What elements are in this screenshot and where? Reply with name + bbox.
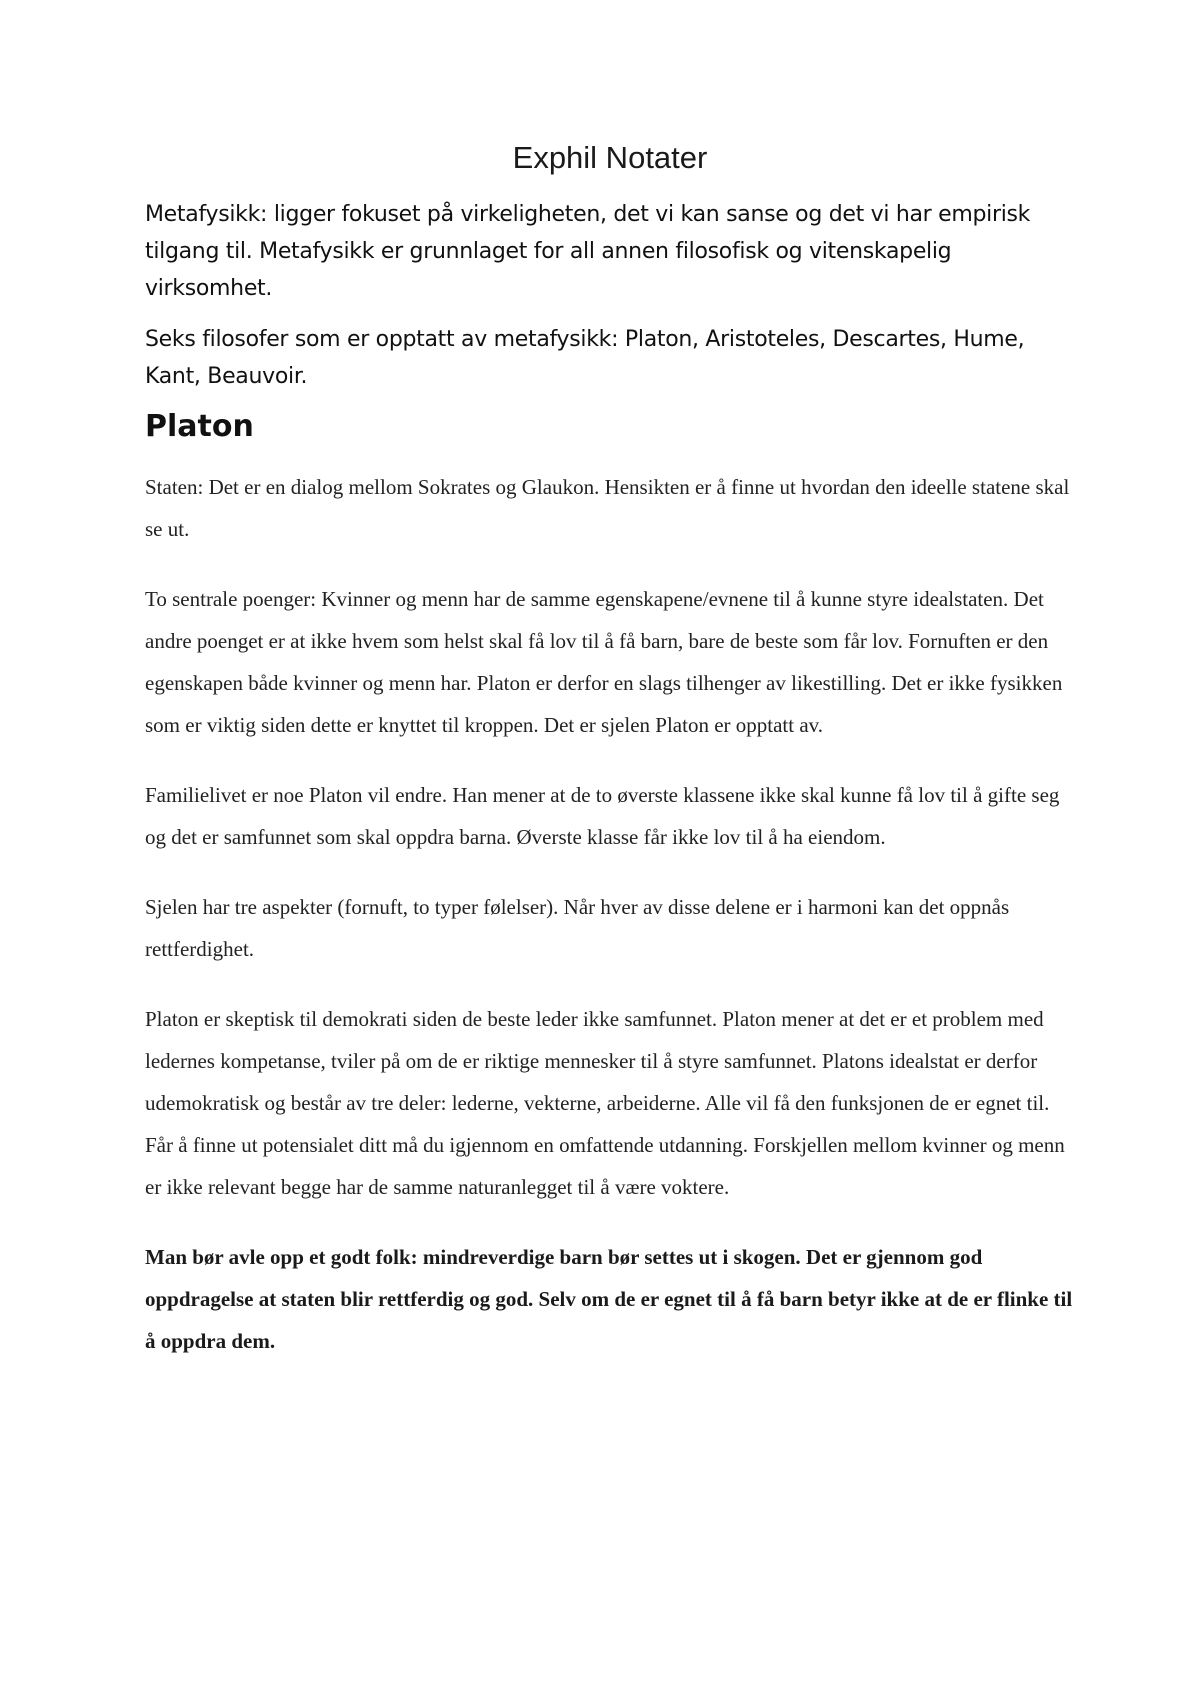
intro-paragraph-metafysikk: Metafysikk: ligger fokuset på virkeligheten, det vi kan sanse og det vi har empirisk tilgang til. Metafysikk er grunnlaget for all annen filosofisk og vitenskapelig virksomhet. xyxy=(145,202,1031,301)
paragraph-familielivet: Familielivet er noe Platon vil endre. Han mener at de to øverste klassene ikke skal kunne få lov til å gifte seg og det er samfunnet som skal oppdra barna. Øverste klasse får ikke lov til å ha eiendom. xyxy=(145,783,1060,849)
paragraph-sjelen: Sjelen har tre aspekter (fornuft, to typer følelser). Når hver av disse delene er i harmoni kan det oppnås rettferdighet. xyxy=(145,895,1010,961)
document-body xyxy=(145,140,1075,1390)
intro-paragraph-filosofer: Seks filosofer som er opptatt av metafysikk: Platon, Aristoteles, Descartes, Hume, Kant, Beauvoir. xyxy=(145,327,1025,389)
paragraph-staten: Staten: Det er en dialog mellom Sokrates og Glaukon. Hensikten er å finne ut hvordan den ideelle statene skal se ut. xyxy=(145,475,1070,541)
paragraph-avle-opp: Man bør avle opp et godt folk: mindreverdige barn bør settes ut i skogen. Det er gjennom god oppdragelse at staten blir rettferdig og god. Selv om de er egnet til å få barn betyr ikke at de er flinke til å oppdra dem. xyxy=(145,1245,1073,1353)
paragraph-demokrati: Platon er skeptisk til demokrati siden de beste leder ikke samfunnet. Platon mener at det er et problem med ledernes kompetanse, tviler på om de er riktige mennesker til å styre samfunnet. Platons idealstat er derfor udemokratisk og består av tre deler: lederne, vekterne, arbeiderne. Alle vil få den funksjonen de er egnet til. Får å finne ut potensialet ditt må du igjennom en omfattende utdanning. Forskjellen mellom kvinner og menn er ikke relevant begge har de samme naturanlegget til å være voktere. xyxy=(145,1007,1065,1199)
section-heading-platon: Platon xyxy=(145,409,254,444)
document-title: Exphil Notater xyxy=(512,140,708,175)
paragraph-sentrale-poenger: To sentrale poenger: Kvinner og menn har de samme egenskapene/evnene til å kunne styre idealstaten. Det andre poenget er at ikke hvem som helst skal få lov til å få barn, bare de beste som får lov. Fornuften er den egenskapen både kvinner og menn har. Platon er derfor en slags tilhenger av likestilling. Det er ikke fysikken som er viktig siden dette er knyttet til kroppen. Det er sjelen Platon er opptatt av. xyxy=(145,587,1063,737)
